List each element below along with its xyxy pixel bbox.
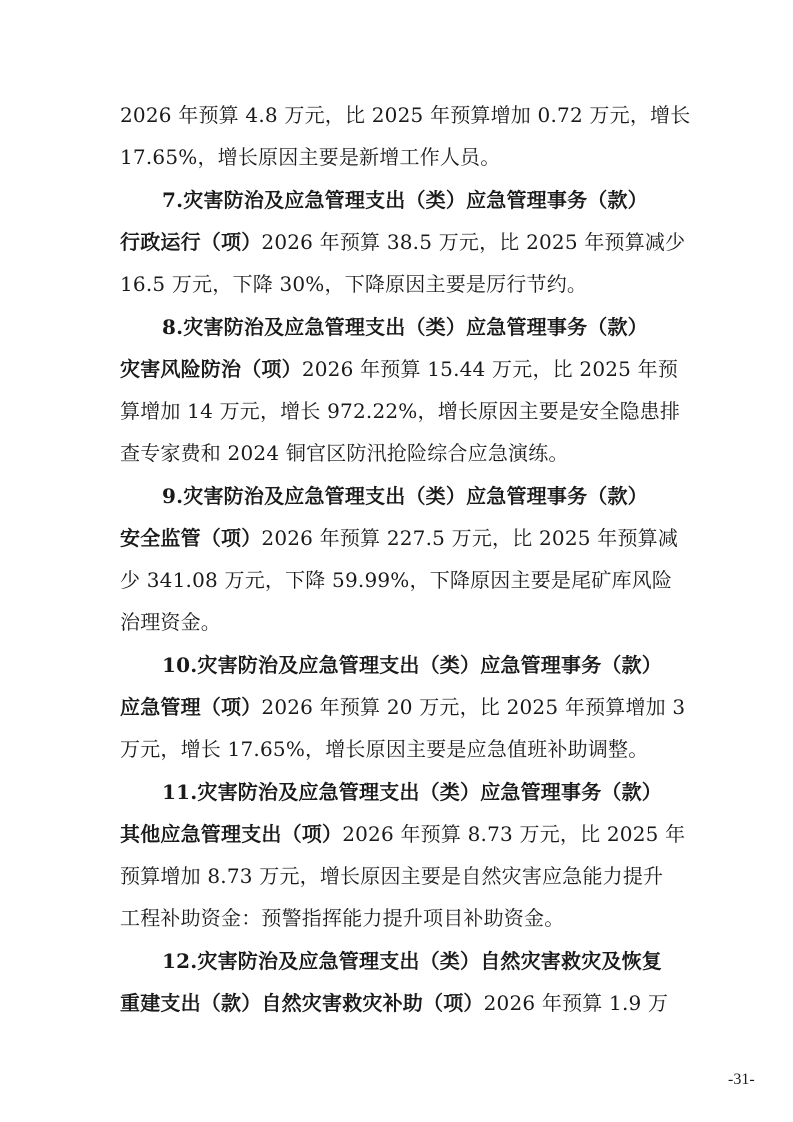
body-text: 预算增加 8.73 万元，增长原因主要是自然灾害应急能力提升 [120, 864, 664, 888]
heading-text: 行政运行（项） [120, 230, 262, 254]
body-text: 2026 年预算 38.5 万元，比 2025 年预算减少 [261, 230, 686, 254]
item-11-line-2 [120, 819, 686, 849]
item-10-line-3 [120, 734, 680, 764]
body-text: 17.65%，增长原因主要是新增工作人员。 [120, 145, 501, 169]
item-7-line-2 [120, 227, 686, 257]
heading-text: 10.灾害防治及应急管理支出（类）应急管理事务（款） [162, 653, 662, 677]
heading-text: 安全监管（项） [120, 526, 262, 550]
item-11-line-3 [120, 861, 680, 891]
item-8-line-1 [162, 312, 680, 342]
item-11-line-1 [162, 777, 680, 807]
item-8-line-4 [120, 438, 680, 468]
item-8-line-2 [120, 354, 680, 384]
item-11-line-4 [120, 903, 680, 933]
item-7-line-1 [162, 185, 680, 215]
body-text: 2026 年预算 1.9 万 [483, 991, 669, 1015]
body-text: 万元，增长 17.65%，增长原因主要是应急值班补助调整。 [120, 737, 649, 761]
item-9-line-2 [120, 523, 680, 553]
item-10-line-1 [162, 650, 680, 680]
item-9-line-4 [120, 607, 680, 637]
body-text: 治理资金。 [120, 610, 221, 634]
body-text: 2026 年预算 4.8 万元，比 2025 年预算增加 0.72 万元，增长 [120, 103, 691, 127]
item-10-line-2 [120, 692, 686, 722]
body-text: 2026 年预算 20 万元，比 2025 年预算增加 3 [261, 695, 686, 719]
body-text: 少 341.08 万元，下降 59.99%，下降原因主要是尾矿库风险 [120, 568, 673, 592]
body-text: 查专家费和 2024 铜官区防汛抢险综合应急演练。 [120, 441, 569, 465]
item-12-line-2 [120, 988, 680, 1018]
heading-text: 9.灾害防治及应急管理支出（类）应急管理事务（款） [162, 484, 648, 508]
intro-line-1 [120, 100, 691, 130]
body-text: 工程补助资金：预警指挥能力提升项目补助资金。 [120, 906, 565, 930]
body-text: 2026 年预算 8.73 万元，比 2025 年 [342, 822, 686, 846]
page-number: -31- [728, 1071, 755, 1088]
item-12-line-1 [162, 946, 680, 976]
body-text: 2026 年预算 15.44 万元，比 2025 年预 [301, 357, 679, 381]
heading-text: 应急管理（项） [120, 695, 262, 719]
heading-text: 7.灾害防治及应急管理支出（类）应急管理事务（款） [162, 188, 648, 212]
item-8-line-3 [120, 396, 680, 426]
heading-text: 其他应急管理支出（项） [120, 822, 343, 846]
heading-text: 12.灾害防治及应急管理支出（类）自然灾害救灾及恢复 [162, 949, 662, 973]
intro-line-2 [120, 142, 680, 172]
item-7-line-3 [120, 269, 680, 299]
heading-text: 重建支出（款）自然灾害救灾补助（项） [120, 991, 484, 1015]
item-9-line-3 [120, 565, 680, 595]
heading-text: 灾害风险防治（项） [120, 357, 302, 381]
heading-text: 11.灾害防治及应急管理支出（类）应急管理事务（款） [162, 780, 662, 804]
heading-text: 8.灾害防治及应急管理支出（类）应急管理事务（款） [162, 315, 648, 339]
body-text: 2026 年预算 227.5 万元，比 2025 年预算减 [261, 526, 679, 550]
body-text: 算增加 14 万元，增长 972.22%，增长原因主要是安全隐患排 [120, 399, 681, 423]
item-9-line-1 [162, 481, 680, 511]
body-text: 16.5 万元，下降 30%，下降原因主要是厉行节约。 [120, 272, 588, 296]
